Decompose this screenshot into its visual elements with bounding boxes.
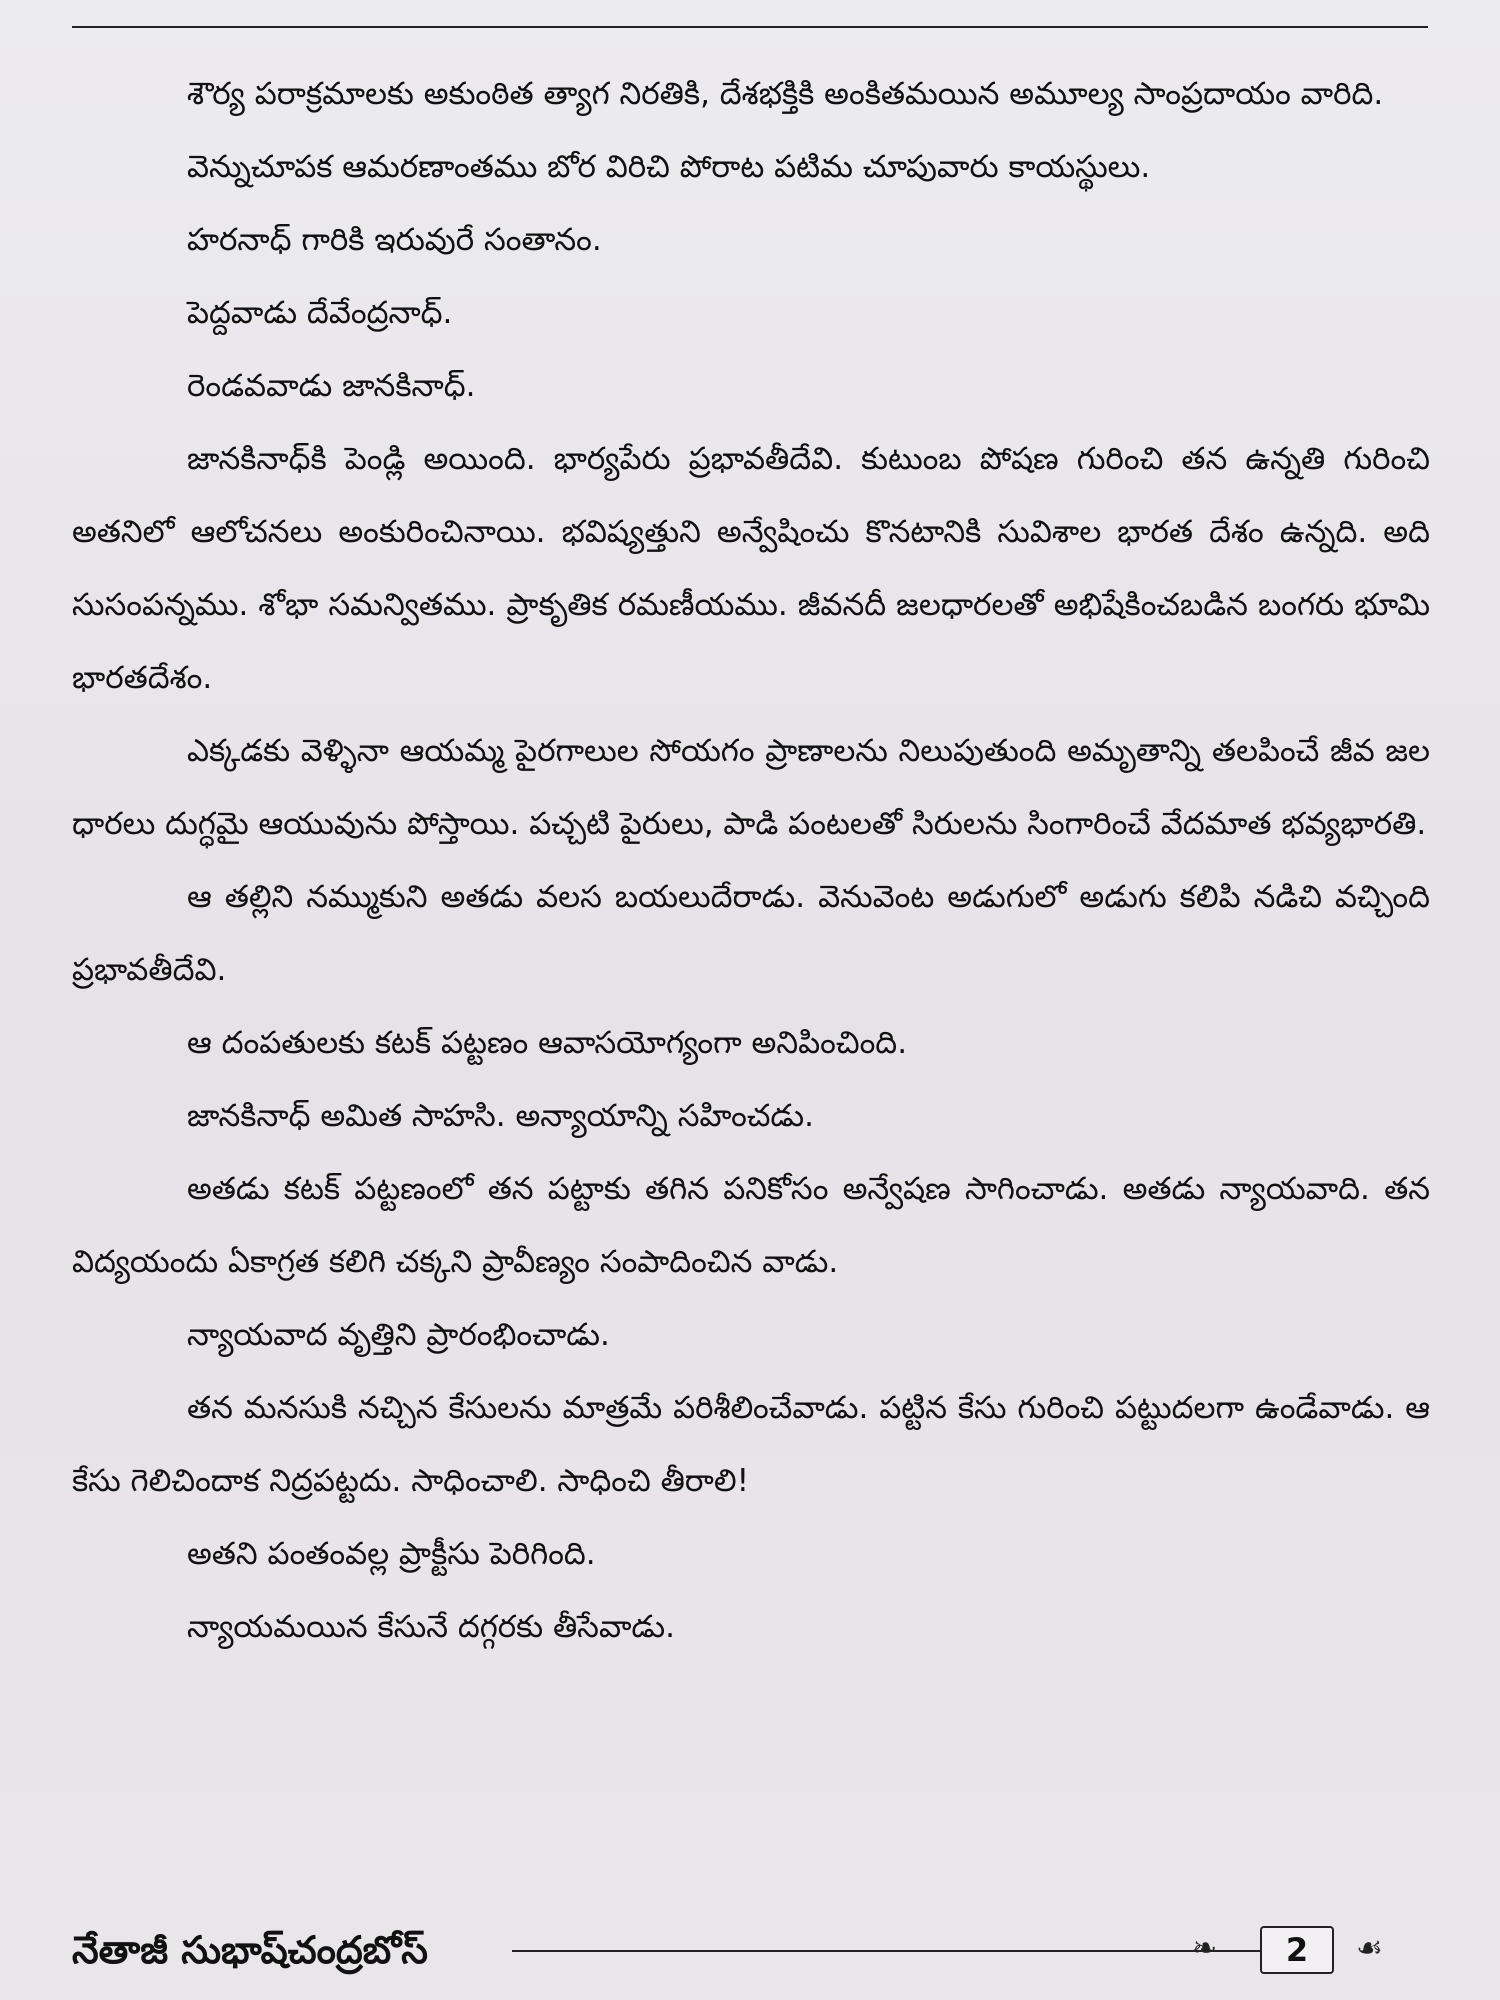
paragraph: వెన్నుచూపక ఆమరణాంతము బోర విరిచి పోరాట పటిమ చూపువారు కాయస్థులు.: [187, 149, 1151, 185]
paragraph: న్యాయమయిన కేసునే దగ్గరకు తీసేవాడు.: [187, 1609, 675, 1645]
paragraph: ఆ తల్లిని నమ్ముకుని అతడు వలస బయలుదేరాడు. వెనువెంట అడుగులో అడుగు కలిపి నడిచి వచ్చింది ప్రభావతీదేవి.: [72, 879, 1430, 988]
paragraph: ఆ దంపతులకు కటక్ పట్టణం ఆవాసయోగ్యంగా అనిపించింది.: [187, 1025, 908, 1061]
paragraph: అతని పంతంవల్ల ప్రాక్టీసు పెరిగింది.: [187, 1536, 596, 1572]
page-number: 2: [1260, 1926, 1334, 1974]
paragraph: న్యాయవాద వృత్తిని ప్రారంభించాడు.: [187, 1317, 610, 1353]
paragraph: శౌర్య పరాక్రమాలకు అకుంఠిత త్యాగ నిరతికి, దేశభక్తికి అంకితమయిన అమూల్య సాంప్రదాయం వారిది.: [187, 76, 1384, 112]
paragraph: అతడు కటక్ పట్టణంలో తన పట్టాకు తగిన పనికోసం అన్వేషణ సాగించాడు. అతడు న్యాయవాది. తన విద్యయందు ఏకాగ్రత కలిగి చక్కని ప్రావీణ్యం సంపాదించిన వాడు.: [72, 1171, 1430, 1280]
paragraph: ఎక్కడకు వెళ్ళినా ఆయమ్మ పైరగాలుల సోయగం ప్రాణాలను నిలుపుతుంది అమృతాన్ని తలపించే జీవ జల ధారలు దుగ్ధమై ఆయువును పోస్తాయి. పచ్చటి పైరులు, పాడి పంటలతో సిరులను సింగారించే వేదమాత భవ్యభారతి.: [72, 733, 1430, 842]
paragraph: రెండవవాడు జానకినాధ్.: [187, 368, 476, 404]
book-title: నేతాజీ సుభాష్‌చంద్రబోస్: [72, 1928, 428, 1972]
paragraph: జానకినాధ్ అమిత సాహసి. అన్యాయాన్ని సహించడు.: [187, 1098, 814, 1134]
footer-rule: [512, 1950, 1272, 1952]
paragraph: తన మనసుకి నచ్చిన కేసులను మాత్రమే పరిశీలించేవాడు. పట్టిన కేసు గురించి పట్టుదలగా ఉండేవాడు. ఆ కేసు గెలిచిందాక నిద్రపట్టదు. సాధించాలి. సాధించి తీరాలి!: [72, 1390, 1430, 1499]
body-text: [72, 58, 1430, 1664]
left-ornament-icon: ❧: [1192, 1931, 1218, 1966]
page-footer: [72, 1920, 1430, 1980]
paragraph: హరనాధ్ గారికి ఇరువురే సంతానం.: [187, 222, 602, 258]
paragraph: జానకినాధ్‌కి పెండ్లి అయింది. భార్యపేరు ప్రభావతీదేవి. కుటుంబ పోషణ గురించి తన ఉన్నతి గురించి అతనిలో ఆలోచనలు అంకురించినాయి. భవిష్యత్తుని అన్వేషించు కొనటానికి సువిశాల భారత దేశం ఉన్నది. అది సుసంపన్నము. శోభా సమన్వితము. ప్రాకృతిక రమణీయము. జీవనదీ జలధారలతో అభిషేకించబడిన బంగరు భూమి భారతదేశం.: [72, 441, 1430, 696]
top-rule: [72, 26, 1428, 28]
right-ornament-icon: ☙: [1356, 1931, 1383, 1966]
paragraph: పెద్దవాడు దేవేంద్రనాధ్.: [187, 295, 453, 331]
